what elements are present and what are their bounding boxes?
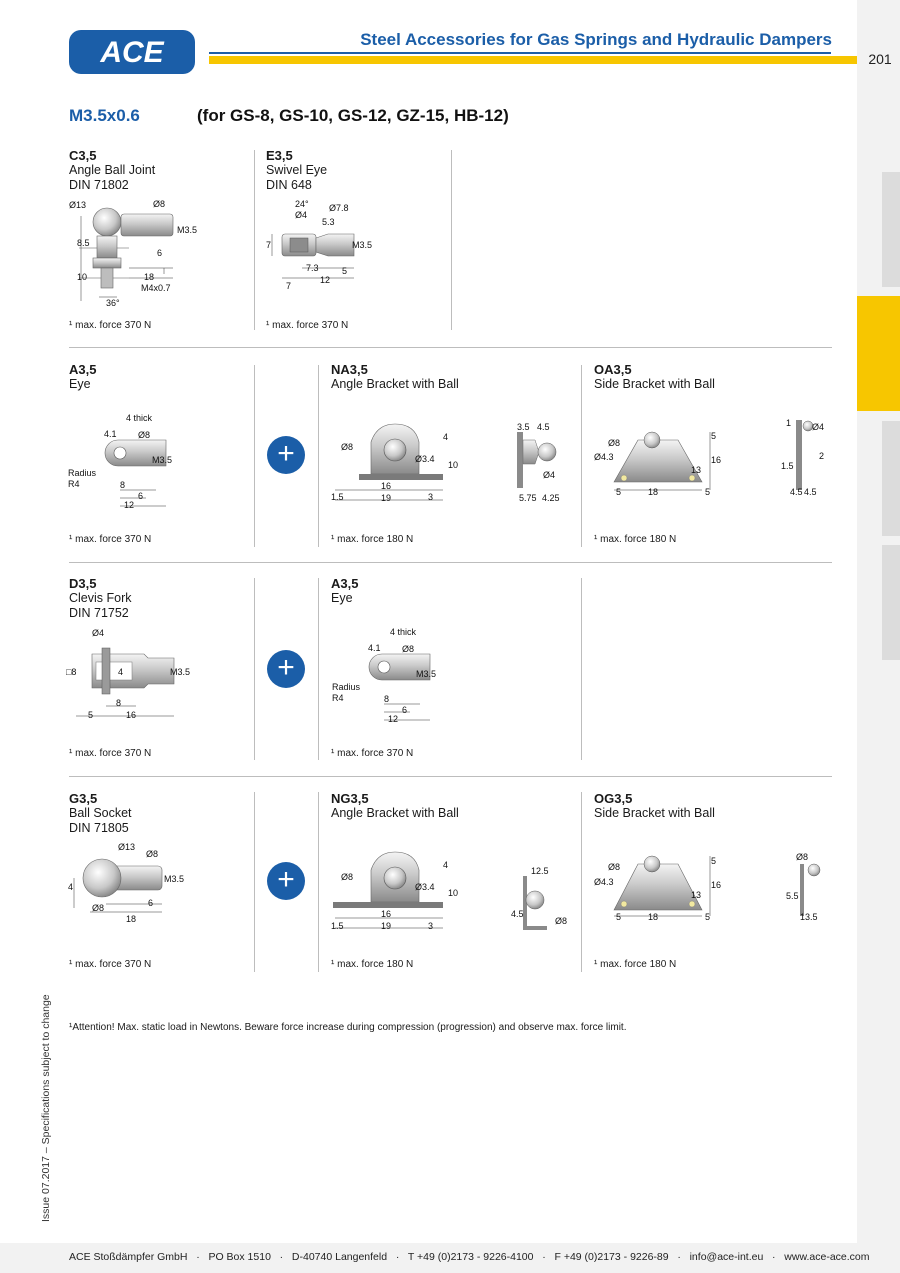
svg-text:18: 18 xyxy=(144,272,155,282)
svg-text:4: 4 xyxy=(118,667,124,677)
svg-text:5: 5 xyxy=(711,431,717,441)
svg-text:4.5: 4.5 xyxy=(804,487,817,497)
svg-text:6: 6 xyxy=(148,898,154,908)
svg-text:M3.5: M3.5 xyxy=(416,669,437,679)
thread-size: M3.5x0.6 xyxy=(69,106,140,125)
svg-text:8: 8 xyxy=(120,480,126,490)
svg-text:12: 12 xyxy=(320,275,331,285)
max-force-note: ¹ max. force 370 N xyxy=(331,748,414,759)
product-cell-g35 xyxy=(69,791,132,836)
svg-text:13: 13 xyxy=(691,890,702,900)
footer-contact: ACE Stoßdämpfer GmbH · PO Box 1510 · D-40740 Langenfeld · T +49 (0)2173 - 9226-4100 · F +49 (0)2173 - 9226-89 · info@ace-int.eu · www.ace-ace.com xyxy=(69,1251,870,1263)
column-divider xyxy=(451,150,452,330)
row-divider xyxy=(69,562,832,563)
column-divider xyxy=(254,792,255,972)
svg-text:1.5: 1.5 xyxy=(331,492,344,502)
row-divider xyxy=(69,776,832,777)
svg-text:4.5: 4.5 xyxy=(790,487,803,497)
svg-text:Ø8: Ø8 xyxy=(341,442,354,452)
product-name: Swivel Eye xyxy=(266,163,328,177)
svg-text:18: 18 xyxy=(648,912,659,922)
svg-text:4.5: 4.5 xyxy=(511,909,524,919)
svg-text:4.1: 4.1 xyxy=(368,643,381,653)
product-name: Side Bracket with Ball xyxy=(594,806,715,820)
svg-text:Ø4: Ø4 xyxy=(92,628,105,638)
svg-text:Ø8: Ø8 xyxy=(153,199,166,209)
attention-footnote: ¹Attention! Max. static load in Newtons. Beware force increase during compression (progression) and observe max. force limit. xyxy=(69,1022,627,1033)
sidebar-tab[interactable] xyxy=(882,172,900,287)
product-name: Side Bracket with Ball xyxy=(594,377,715,391)
svg-text:Ø8: Ø8 xyxy=(341,872,354,882)
svg-text:Ø8: Ø8 xyxy=(146,849,159,859)
sidebar-tab[interactable] xyxy=(882,545,900,660)
svg-text:6: 6 xyxy=(157,248,163,258)
svg-text:Ø4.3: Ø4.3 xyxy=(594,452,614,462)
drawing-g35 xyxy=(66,838,196,928)
product-code: E3,5 xyxy=(266,148,293,163)
svg-text:7: 7 xyxy=(286,281,292,291)
svg-text:5.3: 5.3 xyxy=(322,217,335,227)
product-cell-a35 xyxy=(69,362,96,392)
product-name: Angle Ball Joint xyxy=(69,163,156,177)
svg-text:6: 6 xyxy=(402,705,408,715)
header-rule-blue xyxy=(209,52,831,54)
svg-text:Ø8: Ø8 xyxy=(608,438,621,448)
drawing-c35 xyxy=(69,196,229,311)
svg-text:Ø3.4: Ø3.4 xyxy=(415,454,435,464)
svg-text:16: 16 xyxy=(381,909,392,919)
svg-text:5: 5 xyxy=(705,912,711,922)
product-code: OA3,5 xyxy=(594,362,632,377)
svg-text:36°: 36° xyxy=(106,298,120,308)
header-title: Steel Accessories for Gas Springs and Hydraulic Dampers xyxy=(360,30,832,49)
plus-icon: + xyxy=(267,862,305,900)
svg-text:16: 16 xyxy=(381,481,392,491)
svg-text:4: 4 xyxy=(443,860,449,870)
svg-text:19: 19 xyxy=(381,493,392,503)
product-name: Ball Socket xyxy=(69,806,132,820)
svg-text:5.75: 5.75 xyxy=(519,493,537,503)
product-cell-d35 xyxy=(69,576,132,621)
svg-text:5: 5 xyxy=(705,487,711,497)
svg-text:3: 3 xyxy=(428,921,434,931)
svg-text:5: 5 xyxy=(342,266,348,276)
svg-text:5: 5 xyxy=(88,710,94,720)
product-cell-oa35 xyxy=(594,362,715,392)
sidebar-tab-active[interactable] xyxy=(857,296,900,411)
svg-text:4: 4 xyxy=(68,882,74,892)
max-force-note: ¹ max. force 370 N xyxy=(69,320,152,331)
drawing-na35 xyxy=(331,412,571,507)
product-code: D3,5 xyxy=(69,576,97,591)
svg-text:16: 16 xyxy=(711,880,722,890)
max-force-note: ¹ max. force 370 N xyxy=(69,748,152,759)
column-divider xyxy=(254,578,255,760)
product-code: C3,5 xyxy=(69,148,97,163)
svg-text:10: 10 xyxy=(77,272,88,282)
logo-text: ACE xyxy=(100,36,164,69)
svg-text:18: 18 xyxy=(126,914,137,924)
max-force-note: ¹ max. force 180 N xyxy=(331,534,414,545)
max-force-note: ¹ max. force 370 N xyxy=(69,959,152,970)
column-divider xyxy=(318,365,319,547)
svg-text:24°: 24° xyxy=(295,199,309,209)
svg-text:4.1: 4.1 xyxy=(104,429,117,439)
svg-text:Ø8: Ø8 xyxy=(796,852,809,862)
drawing-ng35 xyxy=(331,842,571,937)
svg-text:1: 1 xyxy=(786,418,792,428)
svg-text:6: 6 xyxy=(138,491,144,501)
svg-text:M3.5: M3.5 xyxy=(352,240,373,250)
svg-text:Ø13: Ø13 xyxy=(69,200,87,210)
svg-text:12.5: 12.5 xyxy=(531,866,549,876)
svg-text:Ø4.3: Ø4.3 xyxy=(594,877,614,887)
svg-text:M3.5: M3.5 xyxy=(152,455,173,465)
svg-text:R4: R4 xyxy=(68,479,80,489)
drawing-a35 xyxy=(66,410,196,510)
product-cell-og35 xyxy=(594,791,715,821)
svg-text:M3.5: M3.5 xyxy=(170,667,191,677)
product-norm: DIN 71752 xyxy=(69,606,129,620)
svg-text:1.5: 1.5 xyxy=(781,461,794,471)
svg-text:8: 8 xyxy=(116,698,122,708)
svg-text:10: 10 xyxy=(448,460,459,470)
product-cell-a35-eye xyxy=(331,576,358,606)
drawing-og35 xyxy=(594,842,834,927)
page-number: 201 xyxy=(868,51,892,67)
column-divider xyxy=(581,365,582,547)
svg-text:16: 16 xyxy=(126,710,137,720)
sidebar-tab[interactable] xyxy=(882,421,900,536)
header-rule-yellow xyxy=(209,56,857,64)
series-applicability: (for GS-8, GS-10, GS-12, GZ-15, HB-12) xyxy=(197,106,509,125)
svg-text:18: 18 xyxy=(648,487,659,497)
product-name: Clevis Fork xyxy=(69,591,132,605)
svg-text:4: 4 xyxy=(443,432,449,442)
svg-text:Ø8: Ø8 xyxy=(402,644,415,654)
column-divider xyxy=(254,150,255,330)
max-force-note: ¹ max. force 370 N xyxy=(69,534,152,545)
product-code: NA3,5 xyxy=(331,362,368,377)
product-cell-ng35 xyxy=(331,791,459,821)
product-code: G3,5 xyxy=(69,791,98,806)
svg-text:Radius: Radius xyxy=(68,468,97,478)
svg-text:Ø8: Ø8 xyxy=(608,862,621,872)
svg-text:13: 13 xyxy=(691,465,702,475)
svg-text:10: 10 xyxy=(448,888,459,898)
svg-text:1.5: 1.5 xyxy=(331,921,344,931)
svg-text:R4: R4 xyxy=(332,693,344,703)
column-divider xyxy=(254,365,255,547)
drawing-e35 xyxy=(262,198,382,298)
max-force-note: ¹ max. force 180 N xyxy=(594,534,677,545)
svg-text:4.5: 4.5 xyxy=(537,422,550,432)
svg-text:M4x0.7: M4x0.7 xyxy=(141,283,171,293)
svg-text:M3.5: M3.5 xyxy=(177,225,198,235)
svg-text:19: 19 xyxy=(381,921,392,931)
plus-icon: + xyxy=(267,650,305,688)
svg-text:4 thick: 4 thick xyxy=(390,627,417,637)
svg-text:5: 5 xyxy=(616,912,622,922)
svg-text:Ø7.8: Ø7.8 xyxy=(329,203,349,213)
product-cell-c35 xyxy=(69,148,155,193)
max-force-note: ¹ max. force 180 N xyxy=(594,959,677,970)
svg-text:Ø4: Ø4 xyxy=(543,470,556,480)
drawing-oa35 xyxy=(594,412,834,502)
plus-icon: + xyxy=(267,436,305,474)
svg-text:Ø4: Ø4 xyxy=(295,210,308,220)
product-norm: DIN 71802 xyxy=(69,178,129,192)
product-norm: DIN 648 xyxy=(266,178,312,192)
column-divider xyxy=(581,578,582,760)
product-cell-e35 xyxy=(266,148,327,193)
issue-note: Issue 07.2017 – Specifications subject to change xyxy=(40,994,52,1222)
product-name: Eye xyxy=(331,591,353,605)
drawing-d35 xyxy=(66,624,196,724)
svg-text:12: 12 xyxy=(124,500,135,510)
svg-text:7: 7 xyxy=(266,240,272,250)
max-force-note: ¹ max. force 370 N xyxy=(266,320,349,331)
svg-text:Ø4: Ø4 xyxy=(812,422,825,432)
product-name: Angle Bracket with Ball xyxy=(331,806,459,820)
product-code: A3,5 xyxy=(69,362,97,377)
svg-text:7.3: 7.3 xyxy=(306,263,319,273)
svg-text:Ø8: Ø8 xyxy=(92,903,105,913)
product-name: Eye xyxy=(69,377,91,391)
ace-logo xyxy=(69,30,195,74)
svg-text:16: 16 xyxy=(711,455,722,465)
svg-text:12: 12 xyxy=(388,714,399,724)
svg-text:3.5: 3.5 xyxy=(517,422,530,432)
product-name: Angle Bracket with Ball xyxy=(331,377,459,391)
svg-text:Ø8: Ø8 xyxy=(138,430,151,440)
svg-text:2: 2 xyxy=(819,451,825,461)
svg-text:5: 5 xyxy=(711,856,717,866)
svg-text:5: 5 xyxy=(616,487,622,497)
svg-text:13.5: 13.5 xyxy=(800,912,818,922)
product-code: A3,5 xyxy=(331,576,359,591)
svg-text:4.25: 4.25 xyxy=(542,493,560,503)
svg-text:Ø8: Ø8 xyxy=(555,916,568,926)
svg-text:4 thick: 4 thick xyxy=(126,413,153,423)
product-cell-na35 xyxy=(331,362,459,392)
drawing-a35-eye xyxy=(330,624,460,724)
svg-text:8: 8 xyxy=(384,694,390,704)
max-force-note: ¹ max. force 180 N xyxy=(331,959,414,970)
svg-text:Radius: Radius xyxy=(332,682,361,692)
svg-text:5.5: 5.5 xyxy=(786,891,799,901)
svg-text:□8: □8 xyxy=(66,667,77,677)
svg-text:Ø3.4: Ø3.4 xyxy=(415,882,435,892)
svg-text:8.5: 8.5 xyxy=(77,238,90,248)
svg-text:M3.5: M3.5 xyxy=(164,874,185,884)
row-divider xyxy=(69,347,832,348)
column-divider xyxy=(318,792,319,972)
product-code: NG3,5 xyxy=(331,791,369,806)
product-code: OG3,5 xyxy=(594,791,633,806)
product-norm: DIN 71805 xyxy=(69,821,129,835)
column-divider xyxy=(318,578,319,760)
svg-text:Ø13: Ø13 xyxy=(118,842,136,852)
svg-text:3: 3 xyxy=(428,492,434,502)
column-divider xyxy=(581,792,582,972)
